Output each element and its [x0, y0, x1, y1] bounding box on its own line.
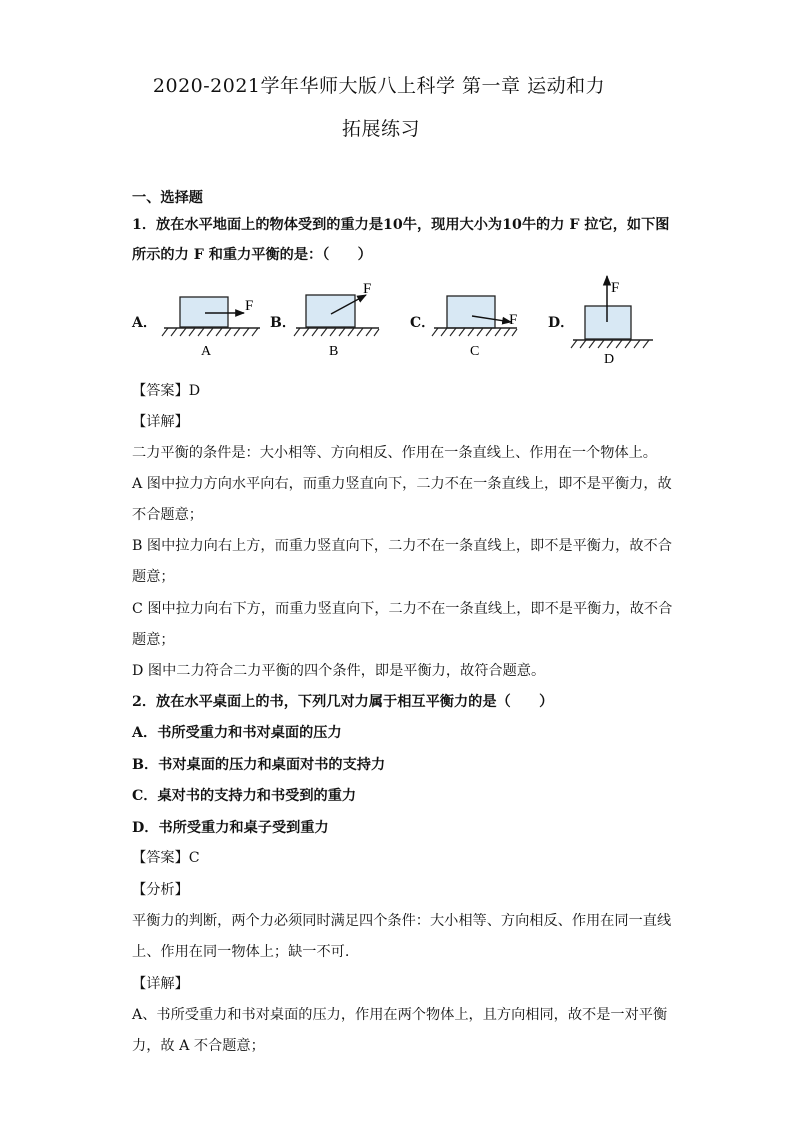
q1-answer: 【答案】D	[132, 383, 201, 399]
block-a	[180, 297, 228, 327]
q1-diagrams	[0, 270, 794, 370]
q1-stem-line-2: 所示的力 F 和重力平衡的是：（ ）	[132, 247, 372, 263]
ground-d-hatch	[571, 340, 649, 348]
ground-a-hatch	[162, 328, 258, 336]
block-c	[447, 296, 495, 328]
q1-detail-label: 【详解】	[132, 414, 189, 430]
q2-option-d: D．书所受重力和桌子受到重力	[132, 820, 329, 836]
figure-b	[294, 281, 379, 359]
q2-option-b: B．书对桌面的压力和桌面对书的支持力	[132, 757, 386, 773]
caption-d: D	[604, 352, 615, 367]
block-d	[585, 306, 631, 339]
q1-option-b-letter: B．	[270, 315, 296, 331]
figure-d	[571, 276, 653, 367]
q2-detail-line: 力，故 A 不合题意；	[132, 1038, 265, 1054]
q1-explain-line: 二力平衡的条件是：大小相等、方向相反、作用在一条直线上、作用在一个物体上。	[132, 445, 657, 461]
title-line-2: 拓展练习	[341, 118, 420, 140]
q1-explain-line: D 图中二力符合二力平衡的四个条件，即是平衡力，故符合题意。	[132, 663, 546, 679]
q2-analysis-line: 平衡力的判断，两个力必须同时满足四个条件：大小相等、方向相反、作用在同一直线	[132, 913, 672, 929]
q2-option-c: C．桌对书的支持力和书受到的重力	[132, 788, 357, 804]
ground-b-hatch	[294, 328, 379, 336]
force-label-b: F	[363, 281, 372, 297]
block-b	[306, 295, 355, 327]
caption-c: C	[470, 344, 480, 359]
q1-explain-line: 不合题意；	[132, 507, 203, 523]
q2-stem: 2．放在水平桌面上的书，下列几对力属于相互平衡力的是（ ）	[132, 694, 554, 710]
figure-a	[162, 297, 260, 359]
q2-answer: 【答案】C	[132, 850, 200, 866]
caption-b: B	[329, 344, 339, 359]
q2-detail-label: 【详解】	[132, 976, 189, 992]
q2-analysis-line: 上、作用在同一物体上；缺一不可.	[132, 944, 350, 960]
force-label-c: F	[509, 312, 518, 328]
section-heading: 一、选择题	[132, 190, 203, 206]
q1-explain-line: A 图中拉力方向水平向右，而重力竖直向下，二力不在一条直线上，即不是平衡力，故	[132, 476, 672, 492]
q2-option-a: A．书所受重力和书对桌面的压力	[132, 725, 342, 741]
q2-detail-line: A、书所受重力和书对桌面的压力，作用在两个物体上，且方向相同，故不是一对平衡	[132, 1007, 668, 1023]
force-label-d: F	[611, 280, 620, 296]
ground-c-hatch	[432, 328, 517, 336]
caption-a: A	[201, 344, 212, 359]
q1-explain-line: C 图中拉力向右下方，而重力竖直向下，二力不在一条直线上，即不是平衡力，故不合	[132, 601, 673, 617]
title-line-1: 2020-2021学年华师大版八上科学 第一章 运动和力	[152, 75, 606, 97]
force-label-a: F	[245, 298, 254, 314]
q1-explain-line: 题意；	[132, 569, 175, 585]
q2-analysis-label: 【分析】	[132, 882, 189, 898]
q1-option-a-letter: A．	[132, 315, 157, 331]
q1-option-d-letter: D．	[548, 315, 575, 331]
figure-c	[432, 296, 517, 359]
q1-option-c-letter: C．	[410, 315, 436, 331]
q1-options-figure	[0, 270, 794, 370]
q1-stem-line-1: 1．放在水平地面上的物体受到的重力是10牛，现用大小为10牛的力 F 拉它，如下图	[132, 217, 670, 233]
q1-explain-line: B 图中拉力向右上方，而重力竖直向下，二力不在一条直线上，即不是平衡力，故不合	[132, 538, 672, 554]
q1-explain-line: 题意；	[132, 632, 175, 648]
